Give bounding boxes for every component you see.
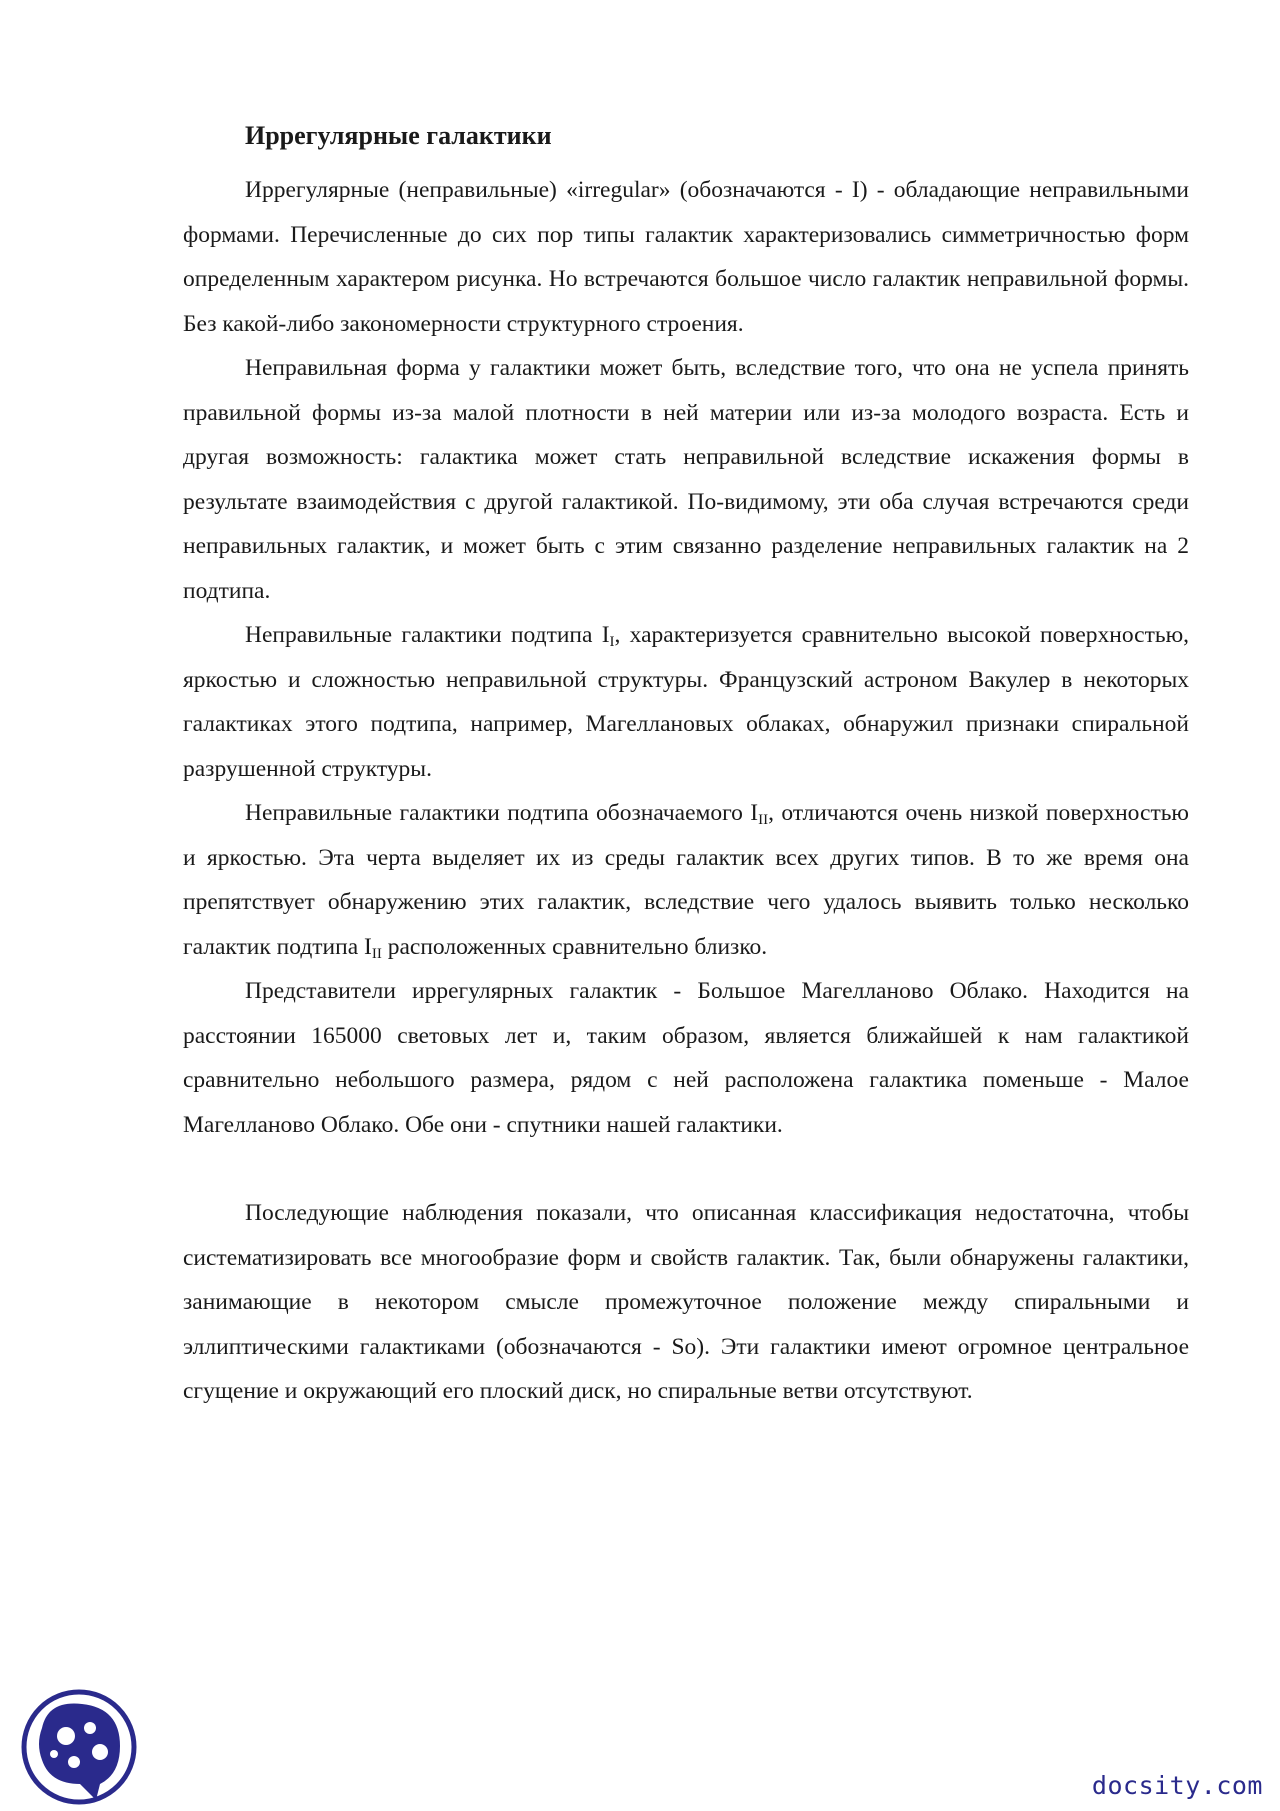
page-title: Иррегулярные галактики [245,121,552,150]
subtype-i-subscript: I [609,634,615,650]
document-page [183,120,1189,1414]
subtype-ii-subscript-1: II [758,812,769,828]
paragraph-representatives: Представители иррегулярных галактик - Большое Магелланово Облако. Находится на расстоянии 165000 световых лет и, таким образом, является ближайшей к нам галактикой сравнительно небольшого размера, рядом с ней расположена галактика поменьше - Малое Магелланово Облако. Обе они - спутники нашей галактики. [183,978,1189,1138]
paragraph-intro: Иррегулярные (неправильные) «irregular» (обозначаются - I) - обладающие неправильными формами. Перечисленные до сих пор типы галактик характеризовались симметричностью форм определенным характером рисунка. Но встречаются большое число галактик неправильной формы. Без какой-либо закономерности структурного строения. [183,177,1189,337]
subtype-ii-text-b: , отличаются очень низкой поверхностью и яркостью. Эта черта выделяет их из среды галактик всех других типов. В то же время она препятствует обнаружению этих галактик, вследствие чего удалось выявить только несколько галактик подтипа I [183,800,1189,960]
subtype-i-text-b: , характеризуется сравнительно высокой поверхностью, яркостью и сложностью неправильной структуры. Французский астроном Вакулер в некоторых галактиках этого подтипа, например, Магеллановых облаках, обнаружил признаки спиральной разрушенной структуры. [183,622,1190,782]
subtype-ii-subscript-2: II [371,945,382,962]
paragraph-irregular-form: Неправильная форма у галактики может быть, вследствие того, что она не успела принять правильной формы из-за малой плотности в ней материи или из-за молодого возраста. Есть и другая возможность: галактика может стать неправильной вследствие искажения формы в результате взаимодействия с другой галактикой. По-видимому, эти оба случая встречаются среди неправильных галактик, и может быть с этим связанно разделение неправильных галактик на 2 подтипа. [183,355,1189,604]
paragraph-subtype-ii [183,791,1189,969]
docsity-logo-icon[interactable] [20,1688,138,1806]
subtype-ii-text-a: Неправильные галактики подтипа обозначаемого I [245,800,759,826]
paragraph-classification: Последующие наблюдения показали, что описанная классификация недостаточна, чтобы систематизировать все многообразие форм и свойств галактик. Так, были обнаружены галактики, занимающие в некотором смысле промежуточное положение между спиральными и эллиптическими галактиками (обозначаются - So). Эти галактики имеют огромное центральное сгущение и окружающий его плоский диск, но спиральные ветви отсутствуют. [183,1200,1189,1404]
paragraph-subtype-i [183,613,1189,791]
subtype-i-text-a: Неправильные галактики подтипа I [245,622,610,648]
docsity-watermark[interactable]: docsity.com [1091,1771,1263,1800]
subtype-ii-text-c: расположенных сравнительно близко. [381,933,768,960]
